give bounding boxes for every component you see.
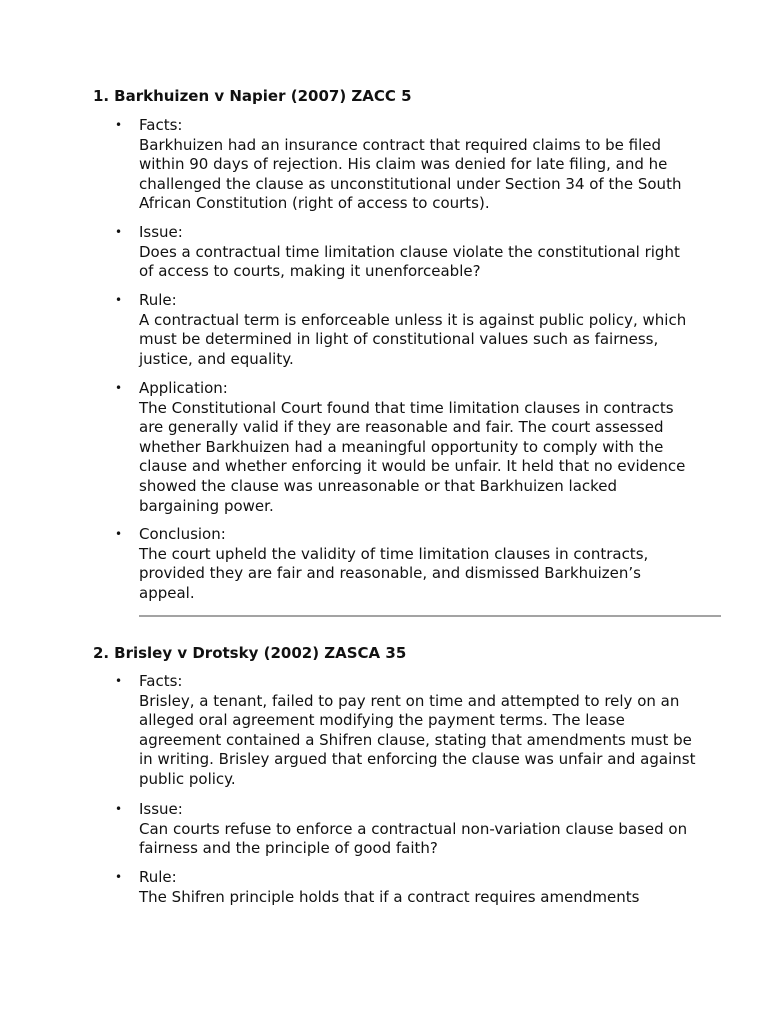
case-1-facts bbox=[115, 116, 699, 214]
item-text: A contractual term is enforceable unless it is against public policy, which must be determined in light of constitutional values such as fairness, justice, and equality. bbox=[139, 310, 687, 368]
case-2-title bbox=[93, 643, 406, 663]
section-divider bbox=[139, 615, 721, 617]
bullet-icon: • bbox=[115, 527, 123, 541]
item-text: Barkhuizen had an insurance contract that required claims to be filed within 90 days of rejection. His claim was denied for late filing, and he challenged the clause as unconstitutional under Section 34 of the South African Constitution (right of access to courts). bbox=[139, 135, 682, 213]
case-2-facts bbox=[115, 672, 699, 790]
item-label: Issue: bbox=[139, 800, 183, 818]
item-label: Issue: bbox=[139, 223, 183, 241]
case-2-rule bbox=[115, 868, 699, 907]
case-2-title-text: Brisley v Drotsky (2002) ZASCA 35 bbox=[114, 644, 407, 662]
item-label: Facts: bbox=[139, 672, 183, 690]
case-1-application bbox=[115, 379, 699, 516]
case-2-number: 2. bbox=[93, 644, 110, 662]
case-1-rule bbox=[115, 291, 699, 369]
case-1-number: 1. bbox=[93, 87, 110, 105]
bullet-icon: • bbox=[115, 870, 123, 884]
item-text: The Constitutional Court found that time limitation clauses in contracts are generally valid if they are reasonable and fair. The court assessed whether Barkhuizen had a meaningful opportunity to comply with the clause and whether enforcing it would be unfair. It held that no evidence showed the clause was unreasonable or that Barkhuizen lacked bargaining power. bbox=[139, 398, 686, 515]
item-text: Can courts refuse to enforce a contractual non-variation clause based on fairness and the principle of good faith? bbox=[139, 819, 688, 858]
case-1-conclusion bbox=[115, 525, 699, 603]
case-1-title bbox=[93, 86, 412, 106]
case-1-title-text: Barkhuizen v Napier (2007) ZACC 5 bbox=[114, 87, 412, 105]
case-2-issue bbox=[115, 800, 699, 859]
case-1-issue bbox=[115, 223, 699, 282]
item-text: The Shifren principle holds that if a contract requires amendments bbox=[139, 887, 640, 906]
bullet-icon: • bbox=[115, 118, 123, 132]
item-text: Brisley, a tenant, failed to pay rent on time and attempted to rely on an alleged oral agreement modifying the payment terms. The lease agreement contained a Shifren clause, stating that amendments must be in writing. Brisley argued that enforcing the clause was unfair and against public policy. bbox=[139, 691, 696, 788]
bullet-icon: • bbox=[115, 674, 123, 688]
bullet-icon: • bbox=[115, 381, 123, 395]
item-label: Rule: bbox=[139, 291, 177, 309]
bullet-icon: • bbox=[115, 293, 123, 307]
item-label: Conclusion: bbox=[139, 525, 226, 543]
item-text: Does a contractual time limitation clause violate the constitutional right of access to courts, making it unenforceable? bbox=[139, 242, 680, 281]
bullet-icon: • bbox=[115, 225, 123, 239]
item-label: Application: bbox=[139, 379, 228, 397]
item-label: Rule: bbox=[139, 868, 177, 886]
bullet-icon: • bbox=[115, 802, 123, 816]
item-label: Facts: bbox=[139, 116, 183, 134]
item-text: The court upheld the validity of time limitation clauses in contracts, provided they are fair and reasonable, and dismissed Barkhuizen’s appeal. bbox=[139, 544, 649, 602]
